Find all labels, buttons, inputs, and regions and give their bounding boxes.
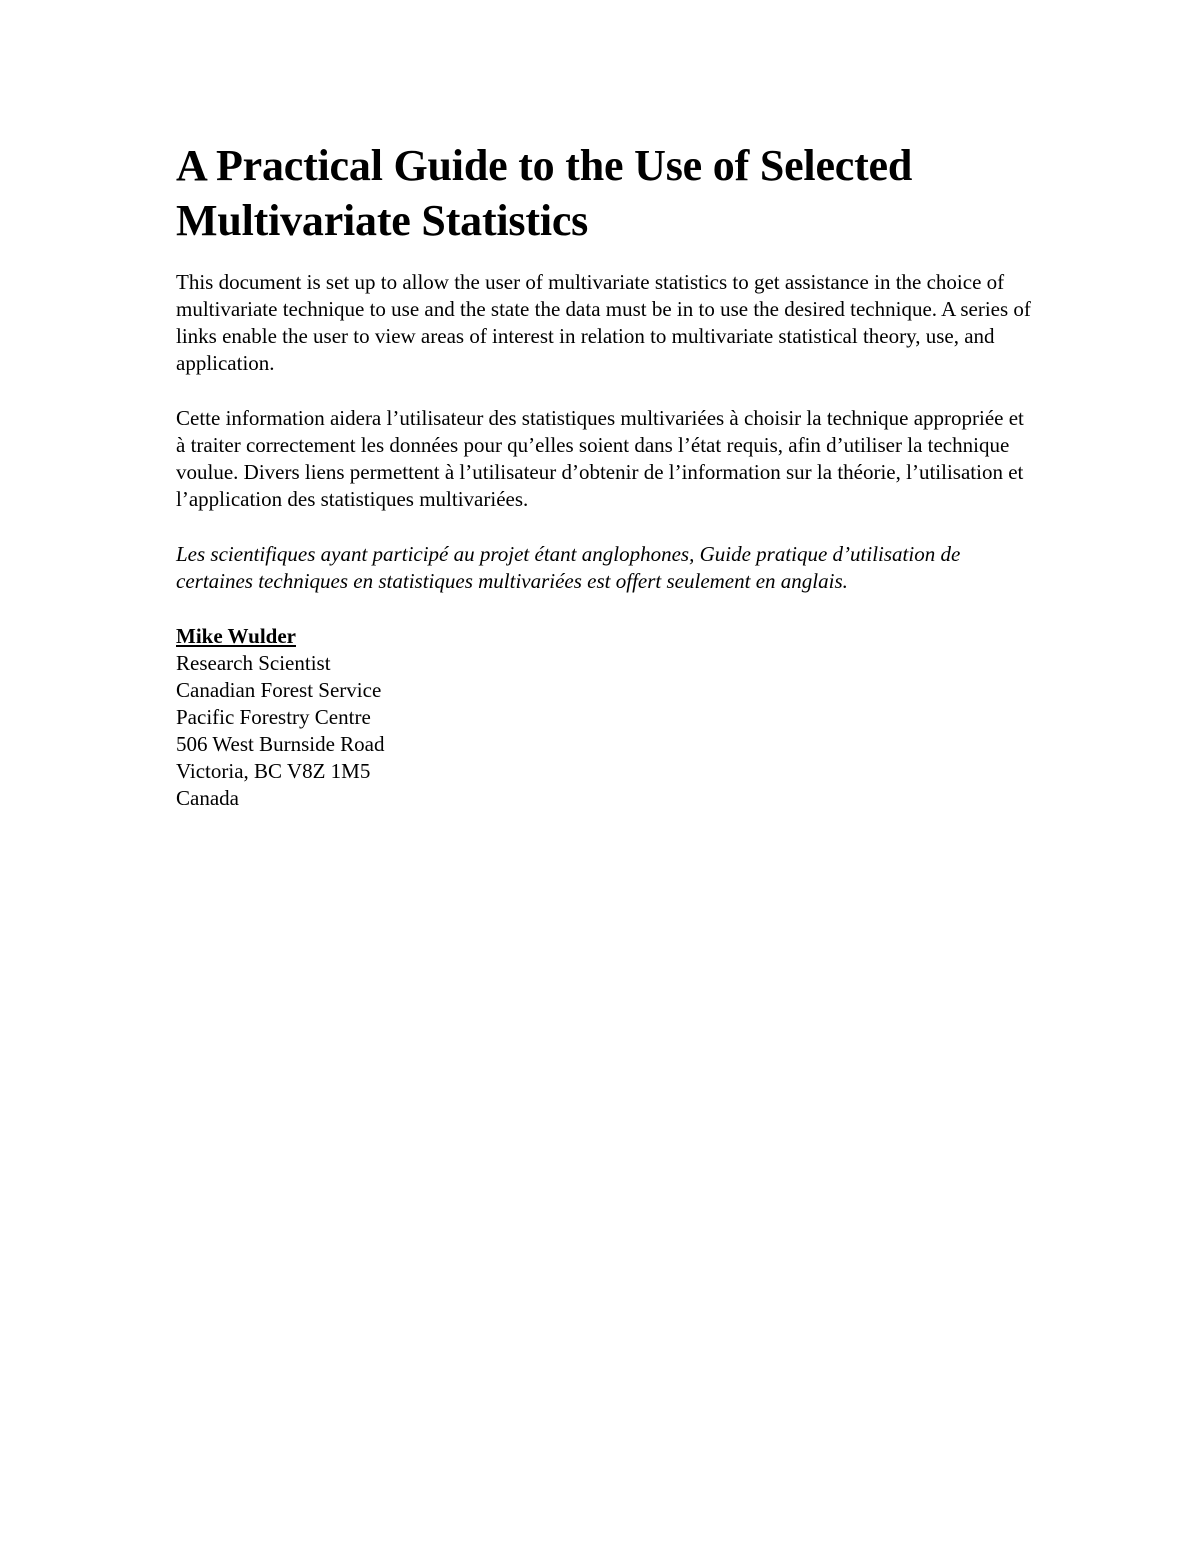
contact-country: Canada	[176, 786, 239, 810]
contact-city: Victoria, BC V8Z 1M5	[176, 759, 371, 783]
contact-name-link[interactable]: Mike Wulder	[176, 624, 296, 648]
intro-paragraph-english: This document is set up to allow the user of multivariate statistics to get assistance in the choice of multivariate technique to use and the state the data must be in to use the desired technique. A series of links enable the user to view areas of interest in relation to multivariate statistical theory, use, and application.	[176, 270, 1031, 375]
document-title: A Practical Guide to the Use of Selected Multivariate Statistics	[176, 141, 913, 245]
contact-street: 506 West Burnside Road	[176, 732, 385, 756]
document-page	[176, 138, 1036, 812]
contact-block	[176, 623, 1036, 812]
contact-organization: Canadian Forest Service	[176, 678, 382, 702]
language-notice: Les scientifiques ayant participé au projet étant anglophones, Guide pratique d’utilisation de certaines techniques en statistiques multivariées est offert seulement en anglais.	[176, 542, 961, 593]
contact-centre: Pacific Forestry Centre	[176, 705, 371, 729]
contact-role: Research Scientist	[176, 651, 331, 675]
intro-paragraph-french: Cette information aidera l’utilisateur des statistiques multivariées à choisir la technique appropriée et à traiter correctement les données pour qu’elles soient dans l’état requis, afin d’utiliser la technique voulue. Divers liens permettent à l’utilisateur d’obtenir de l’information sur la théorie, l’utilisation et l’application des statistiques multivariées.	[176, 406, 1024, 511]
